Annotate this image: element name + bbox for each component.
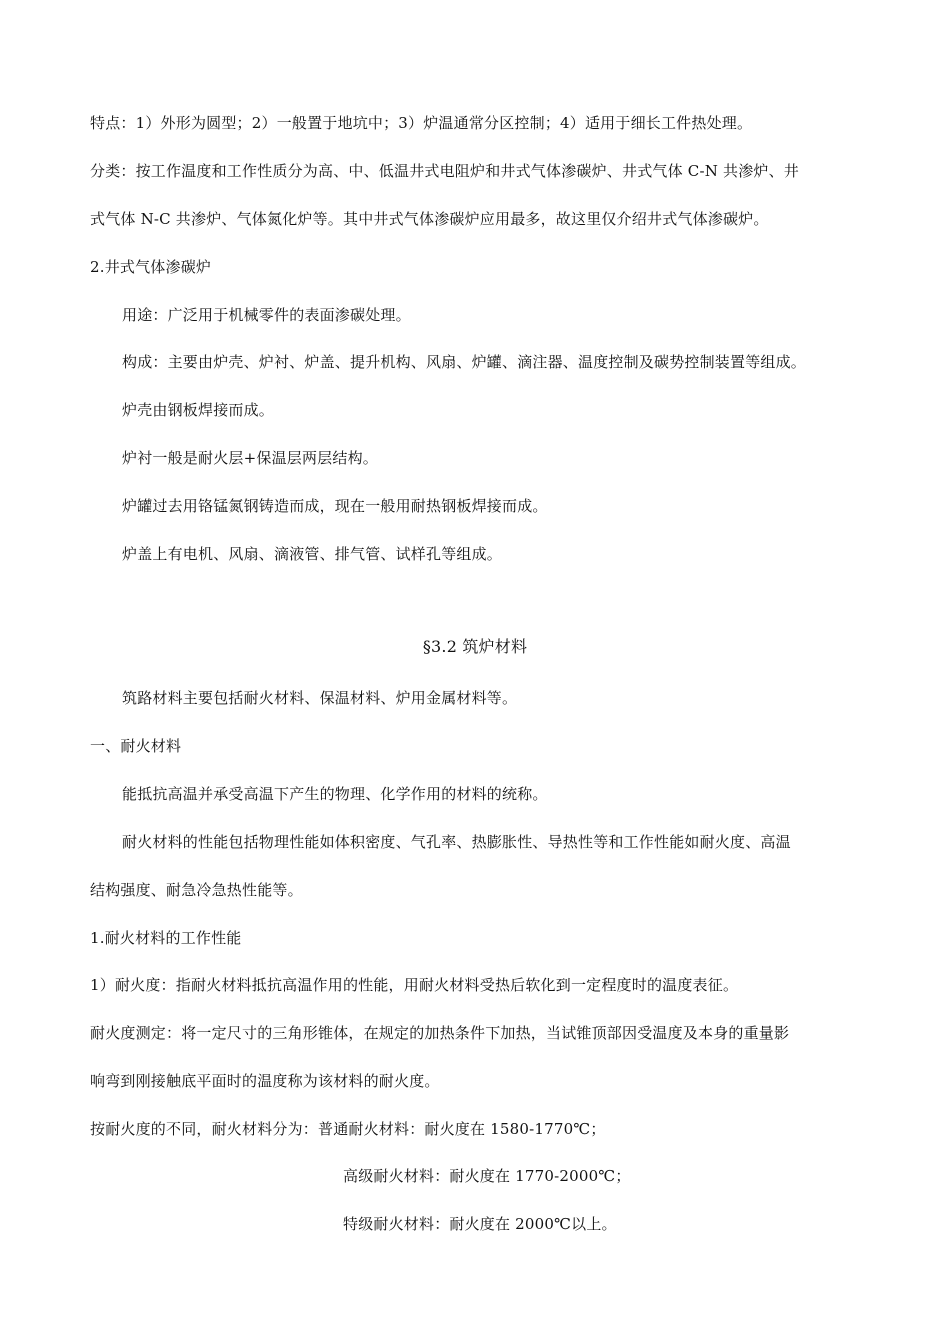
refractory-properties-line-2: 结构强度、耐急冷急热性能等。	[90, 881, 303, 899]
lining-paragraph: 炉衬一般是耐火层+保温层两层结构。	[122, 449, 378, 467]
grade-line-2: 高级耐火材料：耐火度在 1770-2000℃；	[343, 1167, 631, 1185]
classification-paragraph-line-1: 分类：按工作温度和工作性质分为高、中、低温井式电阻炉和井式气体渗碳炉、井式气体 C-N 共渗炉、井	[90, 162, 800, 180]
test-paragraph-line-1: 耐火度测定：将一定尺寸的三角形锥体，在规定的加热条件下加热，当试锥顶部因受温度及本身的重量影	[90, 1024, 790, 1042]
section-title: §3.2 筑炉材料	[422, 637, 528, 656]
refractory-definition: 能抵抗高温并承受高温下产生的物理、化学作用的材料的统称。	[122, 785, 548, 803]
refractory-heading: 一、耐火材料	[90, 737, 182, 755]
grade-line-1: 按耐火度的不同，耐火材料分为：普通耐火材料：耐火度在 1580-1770℃；	[90, 1120, 606, 1138]
features-paragraph: 特点：1）外形为圆型；2）一般置于地坑中；3）炉温通常分区控制；4）适用于细长工件热处理。	[90, 114, 753, 132]
cover-paragraph: 炉盖上有电机、风扇、滴液管、排气管、试样孔等组成。	[122, 545, 503, 563]
retort-paragraph: 炉罐过去用铬锰氮钢铸造而成，现在一般用耐热钢板焊接而成。	[122, 497, 548, 515]
pit-carburizing-heading: 2.井式气体渗碳炉	[90, 258, 212, 276]
refractory-properties-line-1: 耐火材料的性能包括物理性能如体积密度、气孔率、热膨胀性、导热性等和工作性能如耐火度、高温	[122, 833, 791, 851]
grade-line-3: 特级耐火材料：耐火度在 2000℃以上。	[343, 1215, 617, 1233]
shell-paragraph: 炉壳由钢板焊接而成。	[122, 401, 275, 419]
working-properties-heading: 1.耐火材料的工作性能	[90, 929, 242, 947]
refractoriness-paragraph: 1）耐火度：指耐火材料抵抗高温作用的性能，用耐火材料受热后软化到一定程度时的温度表征。	[90, 976, 739, 994]
structure-paragraph: 构成：主要由炉壳、炉衬、炉盖、提升机构、风扇、炉罐、滴注器、温度控制及碳势控制装置等组成。	[122, 353, 807, 371]
test-paragraph-line-2: 响弯到刚接触底平面时的温度称为该材料的耐火度。	[90, 1072, 440, 1090]
classification-paragraph-line-2: 式气体 N-C 共渗炉、气体氮化炉等。其中井式气体渗碳炉应用最多，故这里仅介绍井式气体渗碳炉。	[90, 210, 769, 228]
usage-paragraph: 用途：广泛用于机械零件的表面渗碳处理。	[122, 306, 411, 324]
intro-paragraph: 筑路材料主要包括耐火材料、保温材料、炉用金属材料等。	[122, 689, 518, 707]
